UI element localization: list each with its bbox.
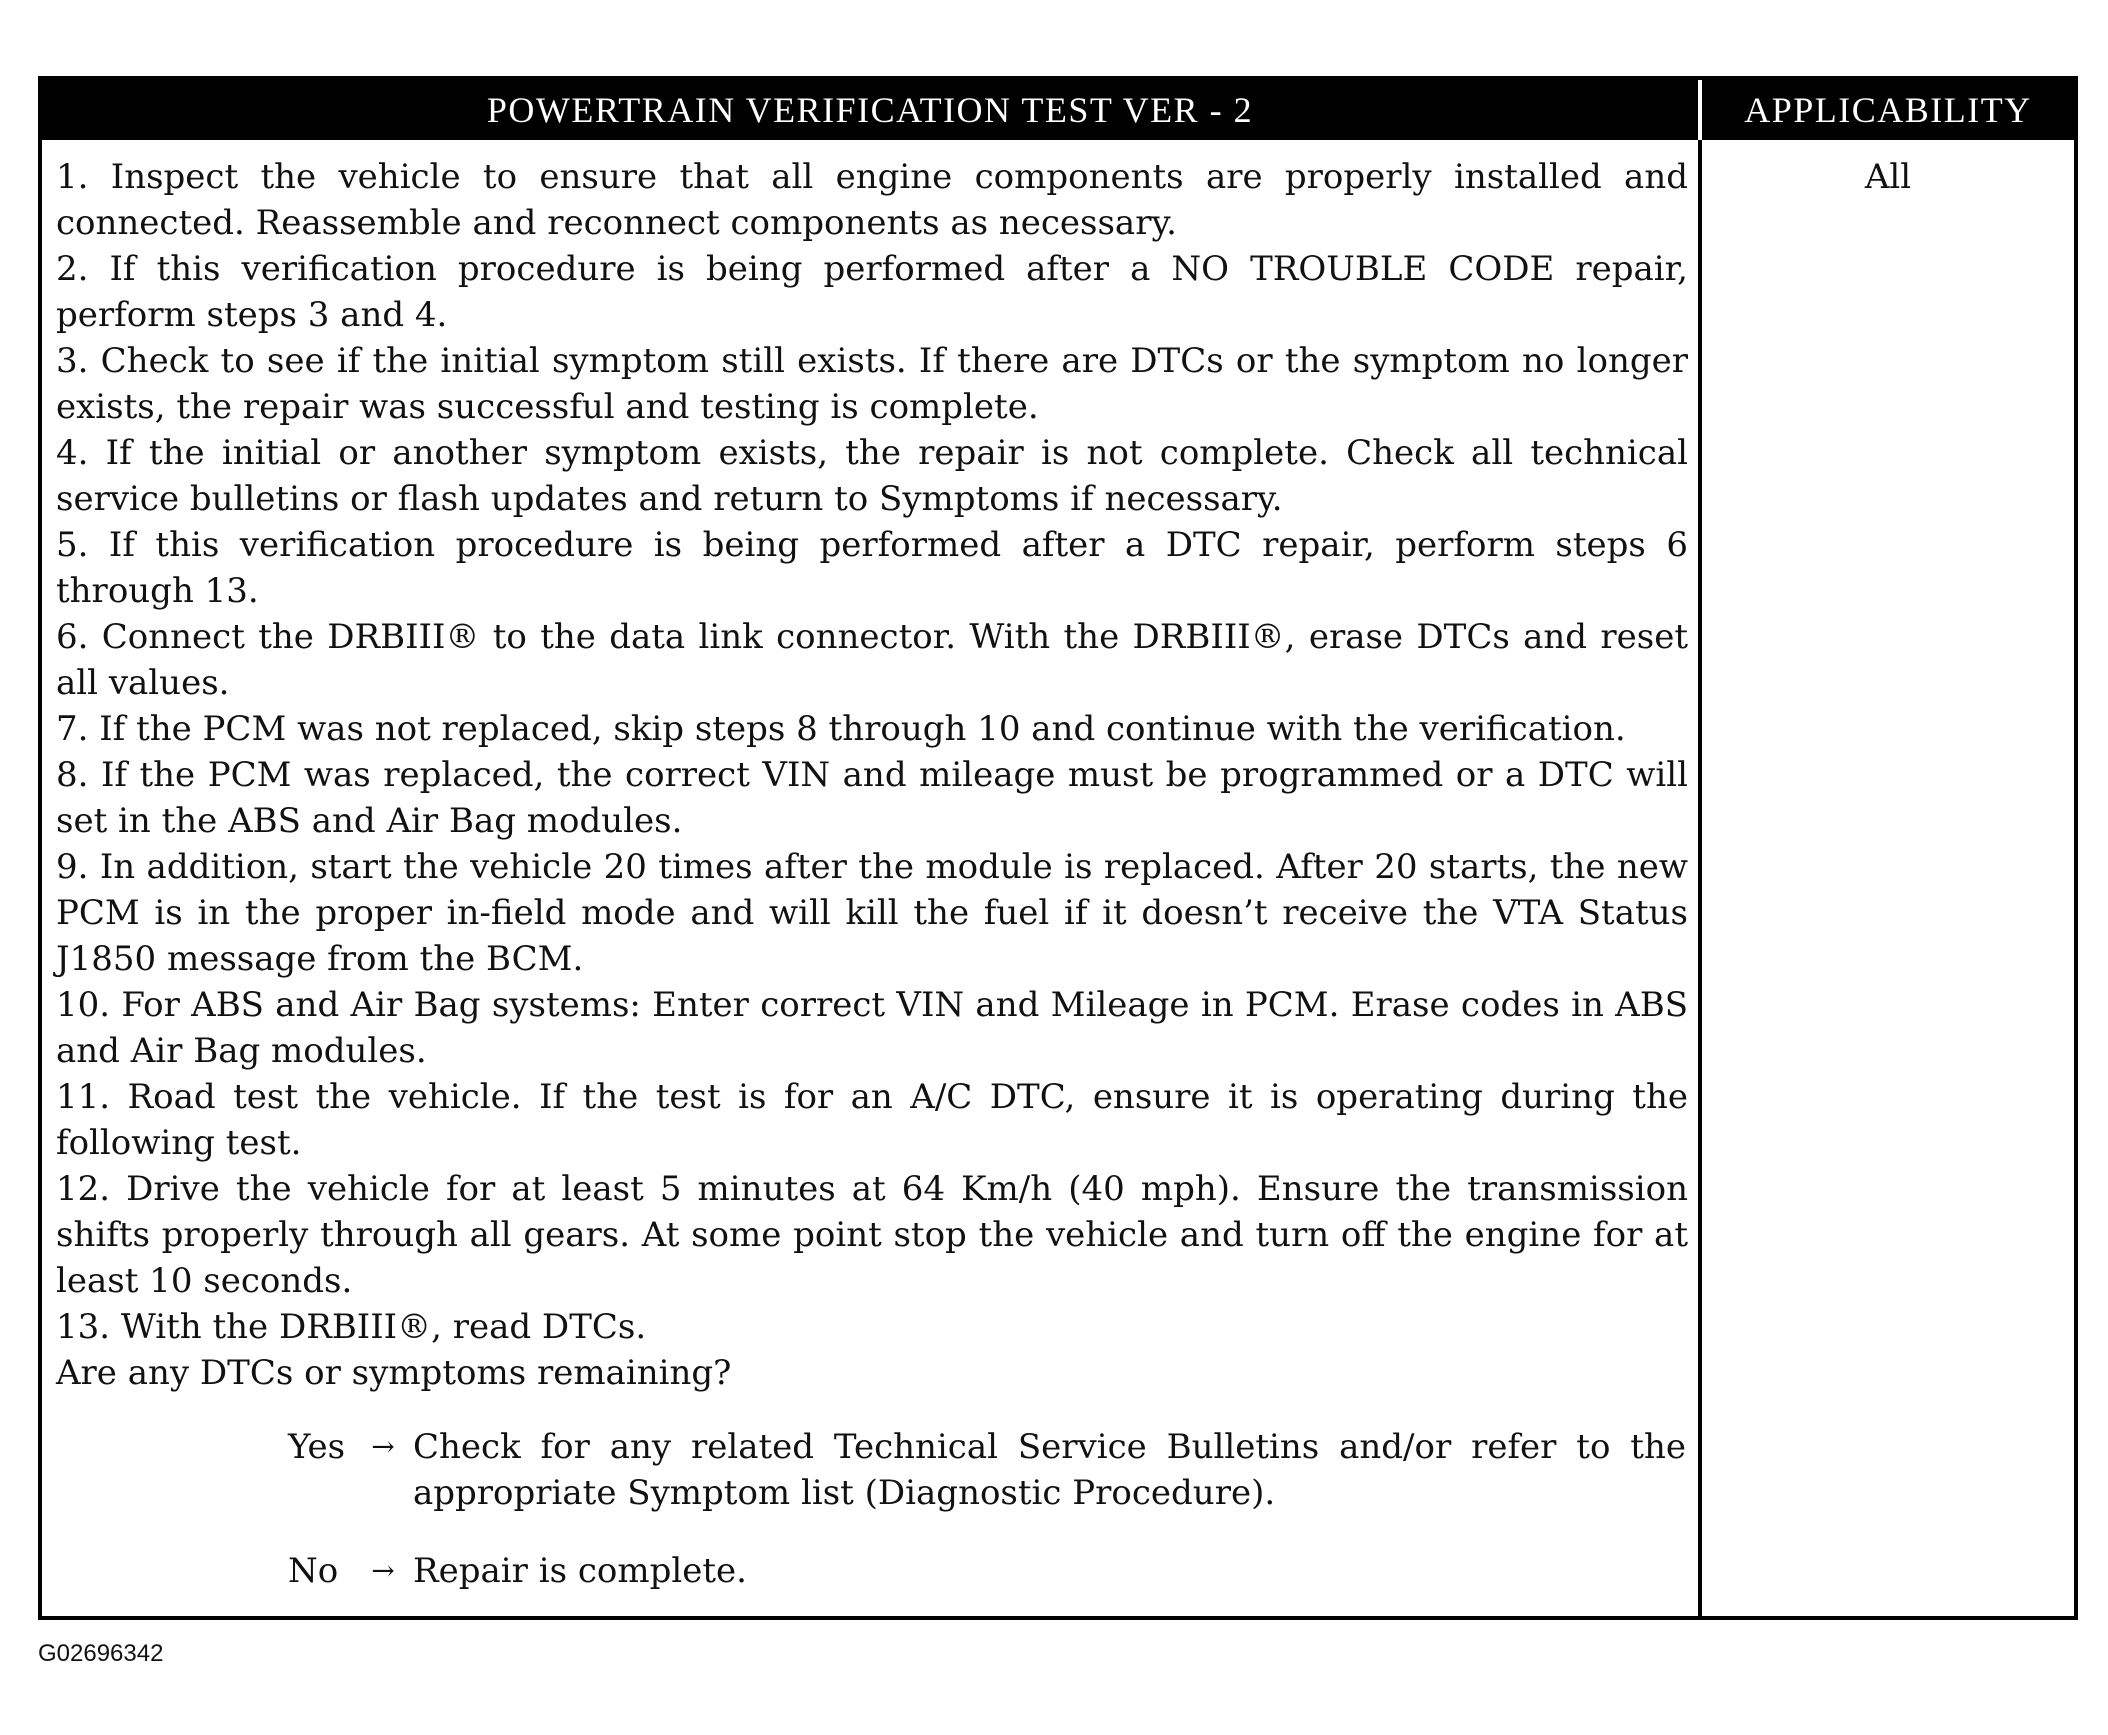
applicability-cell: All (1698, 140, 2074, 1616)
step-7: 7. If the PCM was not replaced, skip steps 8 through 10 and continue with the verification. (56, 709, 1626, 749)
answer-yes-label: Yes (288, 1427, 346, 1467)
step-6: 6. Connect the DRBIII® to the data link connector. With the DRBIII®, erase DTCs and reset all values. (56, 617, 1688, 703)
figure-id: G02696342 (38, 1640, 164, 1667)
step-3: 3. Check to see if the initial symptom still exists. If there are DTCs or the symptom no longer exists, the repair was successful and testing is complete. (56, 341, 1688, 427)
table-header-applicability: APPLICABILITY (1698, 80, 2074, 140)
arrow-right-icon: → (371, 1554, 395, 1587)
question-text: Are any DTCs or symptoms remaining? (56, 1353, 732, 1393)
step-10: 10. For ABS and Air Bag systems: Enter correct VIN and Mileage in PCM. Erase codes in ABS and Air Bag modules. (56, 985, 1688, 1071)
step-12: 12. Drive the vehicle for at least 5 minutes at 64 Km/h (40 mph). Ensure the transmission shifts properly through all gears. At some point stop the vehicle and turn off the engine for at least 10 seconds. (56, 1169, 1688, 1301)
step-2: 2. If this verification procedure is being performed after a NO TROUBLE CODE repair, perform steps 3 and 4. (56, 249, 1688, 335)
answer-no-text: Repair is complete. (413, 1551, 747, 1591)
step-4: 4. If the initial or another symptom exists, the repair is not complete. Check all technical service bulletins or flash updates and return to Symptoms if necessary. (56, 433, 1688, 519)
procedure-cell (42, 140, 1698, 1616)
answer-yes-text: Check for any related Technical Service Bulletins and/or refer to the appropriate Symptom list (Diagnostic Procedure). (413, 1427, 1686, 1513)
answer-no (56, 1548, 1688, 1594)
arrow-right-icon: → (371, 1430, 395, 1463)
step-9: 9. In addition, start the vehicle 20 times after the module is replaced. After 20 starts, the new PCM is in the proper in-field mode and will kill the fuel if it doesn’t receive the VTA Status J1850 message from the BCM. (56, 847, 1688, 979)
step-11: 11. Road test the vehicle. If the test is for an A/C DTC, ensure it is operating during the following test. (56, 1077, 1688, 1163)
answer-no-label: No (288, 1551, 339, 1591)
step-5: 5. If this verification procedure is being performed after a DTC repair, perform steps 6 through 13. (56, 525, 1688, 611)
table-header-title: POWERTRAIN VERIFICATION TEST VER - 2 (42, 80, 1698, 140)
verification-test-table (38, 76, 2078, 1620)
step-13: 13. With the DRBIII®, read DTCs. (56, 1307, 647, 1347)
step-1: 1. Inspect the vehicle to ensure that all engine components are properly installed and connected. Reassemble and reconnect components as necessary. (56, 157, 1688, 243)
step-8: 8. If the PCM was replaced, the correct VIN and mileage must be programmed or a DTC will set in the ABS and Air Bag modules. (56, 755, 1688, 841)
answer-yes (56, 1424, 1688, 1516)
